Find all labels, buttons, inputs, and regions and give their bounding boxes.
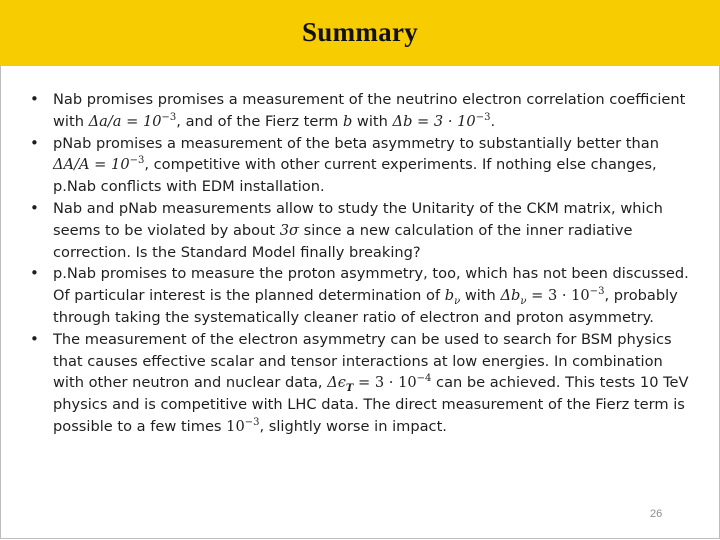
slide-title: Summary xyxy=(301,17,419,47)
bullet-item: • pNab promises a measurement of the beta asymmetry to substantially better than $\Delta A/A = 10^{-3}$, competitive with other current experiments. If nothing else changes, p.Nab conflicts with EDM installation. xyxy=(30,133,695,198)
bullet-list xyxy=(30,89,695,438)
page-number: 26 xyxy=(650,508,663,520)
bullet-item: • The measurement of the electron asymmetry can be used to search for BSM physics that causes effective scalar and tensor interactions at low energies. In combination with other neutron and nuclear data, $\Delta\epsilon_T = 3 \cdot 10^{-4}$ can be achieved. This tests 10 TeV physics and is competitive with LHC data. The direct measurement of the Fierz term is possible to a few times $10^{-3}$, slightly worse in impact. xyxy=(30,329,695,438)
bullet-item: • Nab and pNab measurements allow to study the Unitarity of the CKM matrix, which seems to be violated by about 3σ since a new calculation of the inner radiative correction. Is the Standard Model finally breaking? xyxy=(30,198,695,263)
bullet-item: • Nab promises promises a measurement of the neutrino electron correlation coefficient with $\Delta a/a = 10^{-3}$, and of the Fierz term b with $\Delta b = 3 \cdot 10^{-3}$. xyxy=(30,89,695,133)
bullet-item: • p.Nab promises to measure the proton asymmetry, too, which has not been discussed. Of particular interest is the planned determination of $b_\nu$ with $\Delta b_\nu = 3 \cdot 10^{-3}$, probably through taking the systematically cleaner ratio of electron and proton asymmetry. xyxy=(30,263,695,328)
